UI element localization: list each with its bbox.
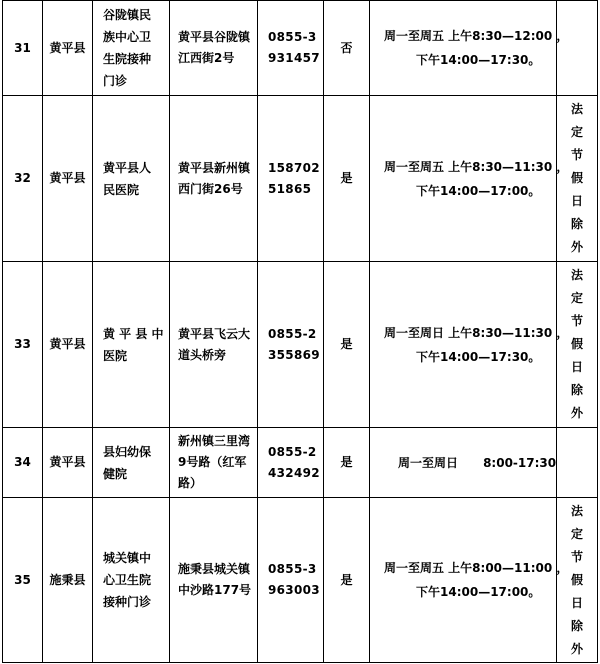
site-name-cell: [93, 1, 170, 96]
note-char: 定: [570, 291, 583, 305]
row-number-cell: 33: [3, 262, 43, 428]
site-name-line: 城关镇中: [103, 551, 152, 565]
opening-hours-line: 下午14:00—17:00。: [416, 585, 541, 599]
phone-line: 931457: [268, 51, 320, 65]
phone-cell: [258, 498, 324, 663]
note-char: 节: [570, 549, 583, 564]
note-char: 外: [570, 641, 583, 656]
appointment-flag-cell: 否: [324, 1, 370, 96]
site-name-line: 黄 平 县 中: [103, 326, 164, 341]
site-name-line: 县妇幼保: [103, 444, 152, 459]
note-char: 日: [570, 595, 583, 610]
note-char: 外: [570, 240, 583, 254]
county-cell: 施秉县: [43, 498, 93, 663]
table-row: [3, 498, 598, 663]
note-cell: [557, 96, 598, 262]
note-char: 外: [570, 406, 583, 420]
opening-hours-line: 下午14:00—17:30。: [416, 53, 541, 67]
address-cell: [170, 1, 258, 96]
address-cell: [170, 96, 258, 262]
site-name-cell: [93, 428, 170, 498]
phone-line: 355869: [268, 347, 320, 362]
opening-hours-line: 下午14:00—17:00。: [416, 183, 541, 198]
appointment-flag-cell: 是: [324, 498, 370, 663]
site-name-line: 族中心卫: [103, 30, 152, 44]
opening-hours-cell: [370, 428, 557, 498]
opening-hours-cell: [370, 498, 569, 663]
address-line: 道头桥旁: [178, 347, 227, 362]
note-char: 日: [570, 194, 583, 208]
note-char: 节: [570, 148, 583, 162]
note-char: 日: [570, 360, 583, 374]
phone-cell: [258, 96, 324, 262]
note-cell: [557, 1, 598, 96]
site-name-line: 医院: [103, 348, 128, 363]
opening-hours-line: 下午14:00—17:30。: [416, 349, 541, 364]
address-line: 施秉县城关镇: [178, 562, 251, 576]
note-char: 定: [570, 526, 583, 541]
table-row: [3, 1, 598, 96]
address-line: 西门街26号: [178, 181, 243, 196]
appointment-flag-cell: 是: [324, 96, 370, 262]
row-number-cell: 31: [3, 1, 43, 96]
appointment-flag-cell: 是: [324, 428, 370, 498]
address-cell: [170, 262, 258, 428]
address-cell: [170, 498, 258, 663]
row-number-cell: 34: [3, 428, 43, 498]
phone-line: 0855-2: [268, 326, 317, 341]
opening-hours-line: 周一至周五 上午8:30—11:30 ，: [384, 159, 569, 174]
opening-hours-cell: [370, 262, 569, 428]
phone-line: 0855-3: [268, 562, 317, 576]
note-cell: [557, 262, 598, 428]
table-row: [3, 262, 598, 428]
table-row: [3, 428, 598, 498]
county-cell: 黄平县: [43, 1, 93, 96]
opening-hours-cell: [370, 96, 569, 262]
note-char: 假: [570, 171, 583, 185]
phone-cell: [258, 428, 324, 498]
note-char: 法: [570, 102, 583, 116]
site-name-cell: [93, 96, 170, 262]
row-number-cell: 32: [3, 96, 43, 262]
site-name-cell: [93, 262, 170, 428]
site-name-line: 健院: [103, 466, 128, 481]
note-cell: [557, 498, 598, 663]
note-char: 假: [570, 337, 583, 351]
phone-line: 0855-3: [268, 30, 317, 44]
address-line: 黄平县新州镇: [178, 160, 251, 175]
phone-line: 432492: [268, 465, 320, 480]
site-name-line: 谷陇镇民: [103, 8, 152, 22]
opening-hours-line: 周一至周日 8:00-17:30: [398, 455, 557, 470]
address-line: 江西街2号: [178, 51, 235, 65]
note-char: 除: [570, 618, 583, 633]
site-name-line: 心卫生院: [103, 573, 152, 587]
address-line: 新州镇三里湾: [178, 434, 251, 448]
address-line: 9号路（红军: [178, 455, 247, 469]
table-row: [3, 96, 598, 262]
address-line: 中沙路177号: [178, 583, 252, 597]
county-cell: 黄平县: [43, 96, 93, 262]
note-cell: [557, 428, 598, 498]
site-name-line: 接种门诊: [103, 595, 152, 609]
vaccination-sites-table: [2, 0, 598, 663]
opening-hours-line: 周一至周五 上午8:30—12:00 ，: [384, 29, 569, 43]
note-char: 假: [570, 572, 583, 587]
appointment-flag-cell: 是: [324, 262, 370, 428]
row-number-cell: 35: [3, 498, 43, 663]
address-cell: [170, 428, 258, 498]
note-char: 除: [570, 383, 583, 397]
note-char: 定: [570, 125, 583, 139]
site-name-line: 生院接种: [103, 52, 152, 66]
address-line: 路）: [178, 476, 203, 490]
site-name-line: 民医院: [103, 182, 140, 197]
county-cell: 黄平县: [43, 262, 93, 428]
phone-line: 51865: [268, 181, 312, 196]
phone-line: 158702: [268, 160, 320, 175]
note-char: 除: [570, 217, 583, 231]
address-line: 黄平县飞云大: [178, 326, 251, 341]
note-char: 法: [570, 268, 583, 282]
note-char: 节: [570, 314, 583, 328]
note-char: 法: [570, 503, 583, 518]
opening-hours-line: 周一至周日 上午8:30—11:30 ，: [384, 325, 569, 340]
site-name-line: 黄平县人: [103, 160, 152, 175]
site-name-cell: [93, 498, 170, 663]
opening-hours-line: 周一至周五 上午8:00—11:00 ，: [384, 561, 569, 575]
county-cell: 黄平县: [43, 428, 93, 498]
site-name-line: 门诊: [103, 74, 128, 88]
phone-cell: [258, 262, 324, 428]
address-line: 黄平县谷陇镇: [178, 30, 251, 44]
phone-cell: [258, 1, 324, 96]
phone-line: 0855-2: [268, 444, 317, 459]
opening-hours-cell: [370, 1, 569, 96]
phone-line: 963003: [268, 583, 320, 597]
